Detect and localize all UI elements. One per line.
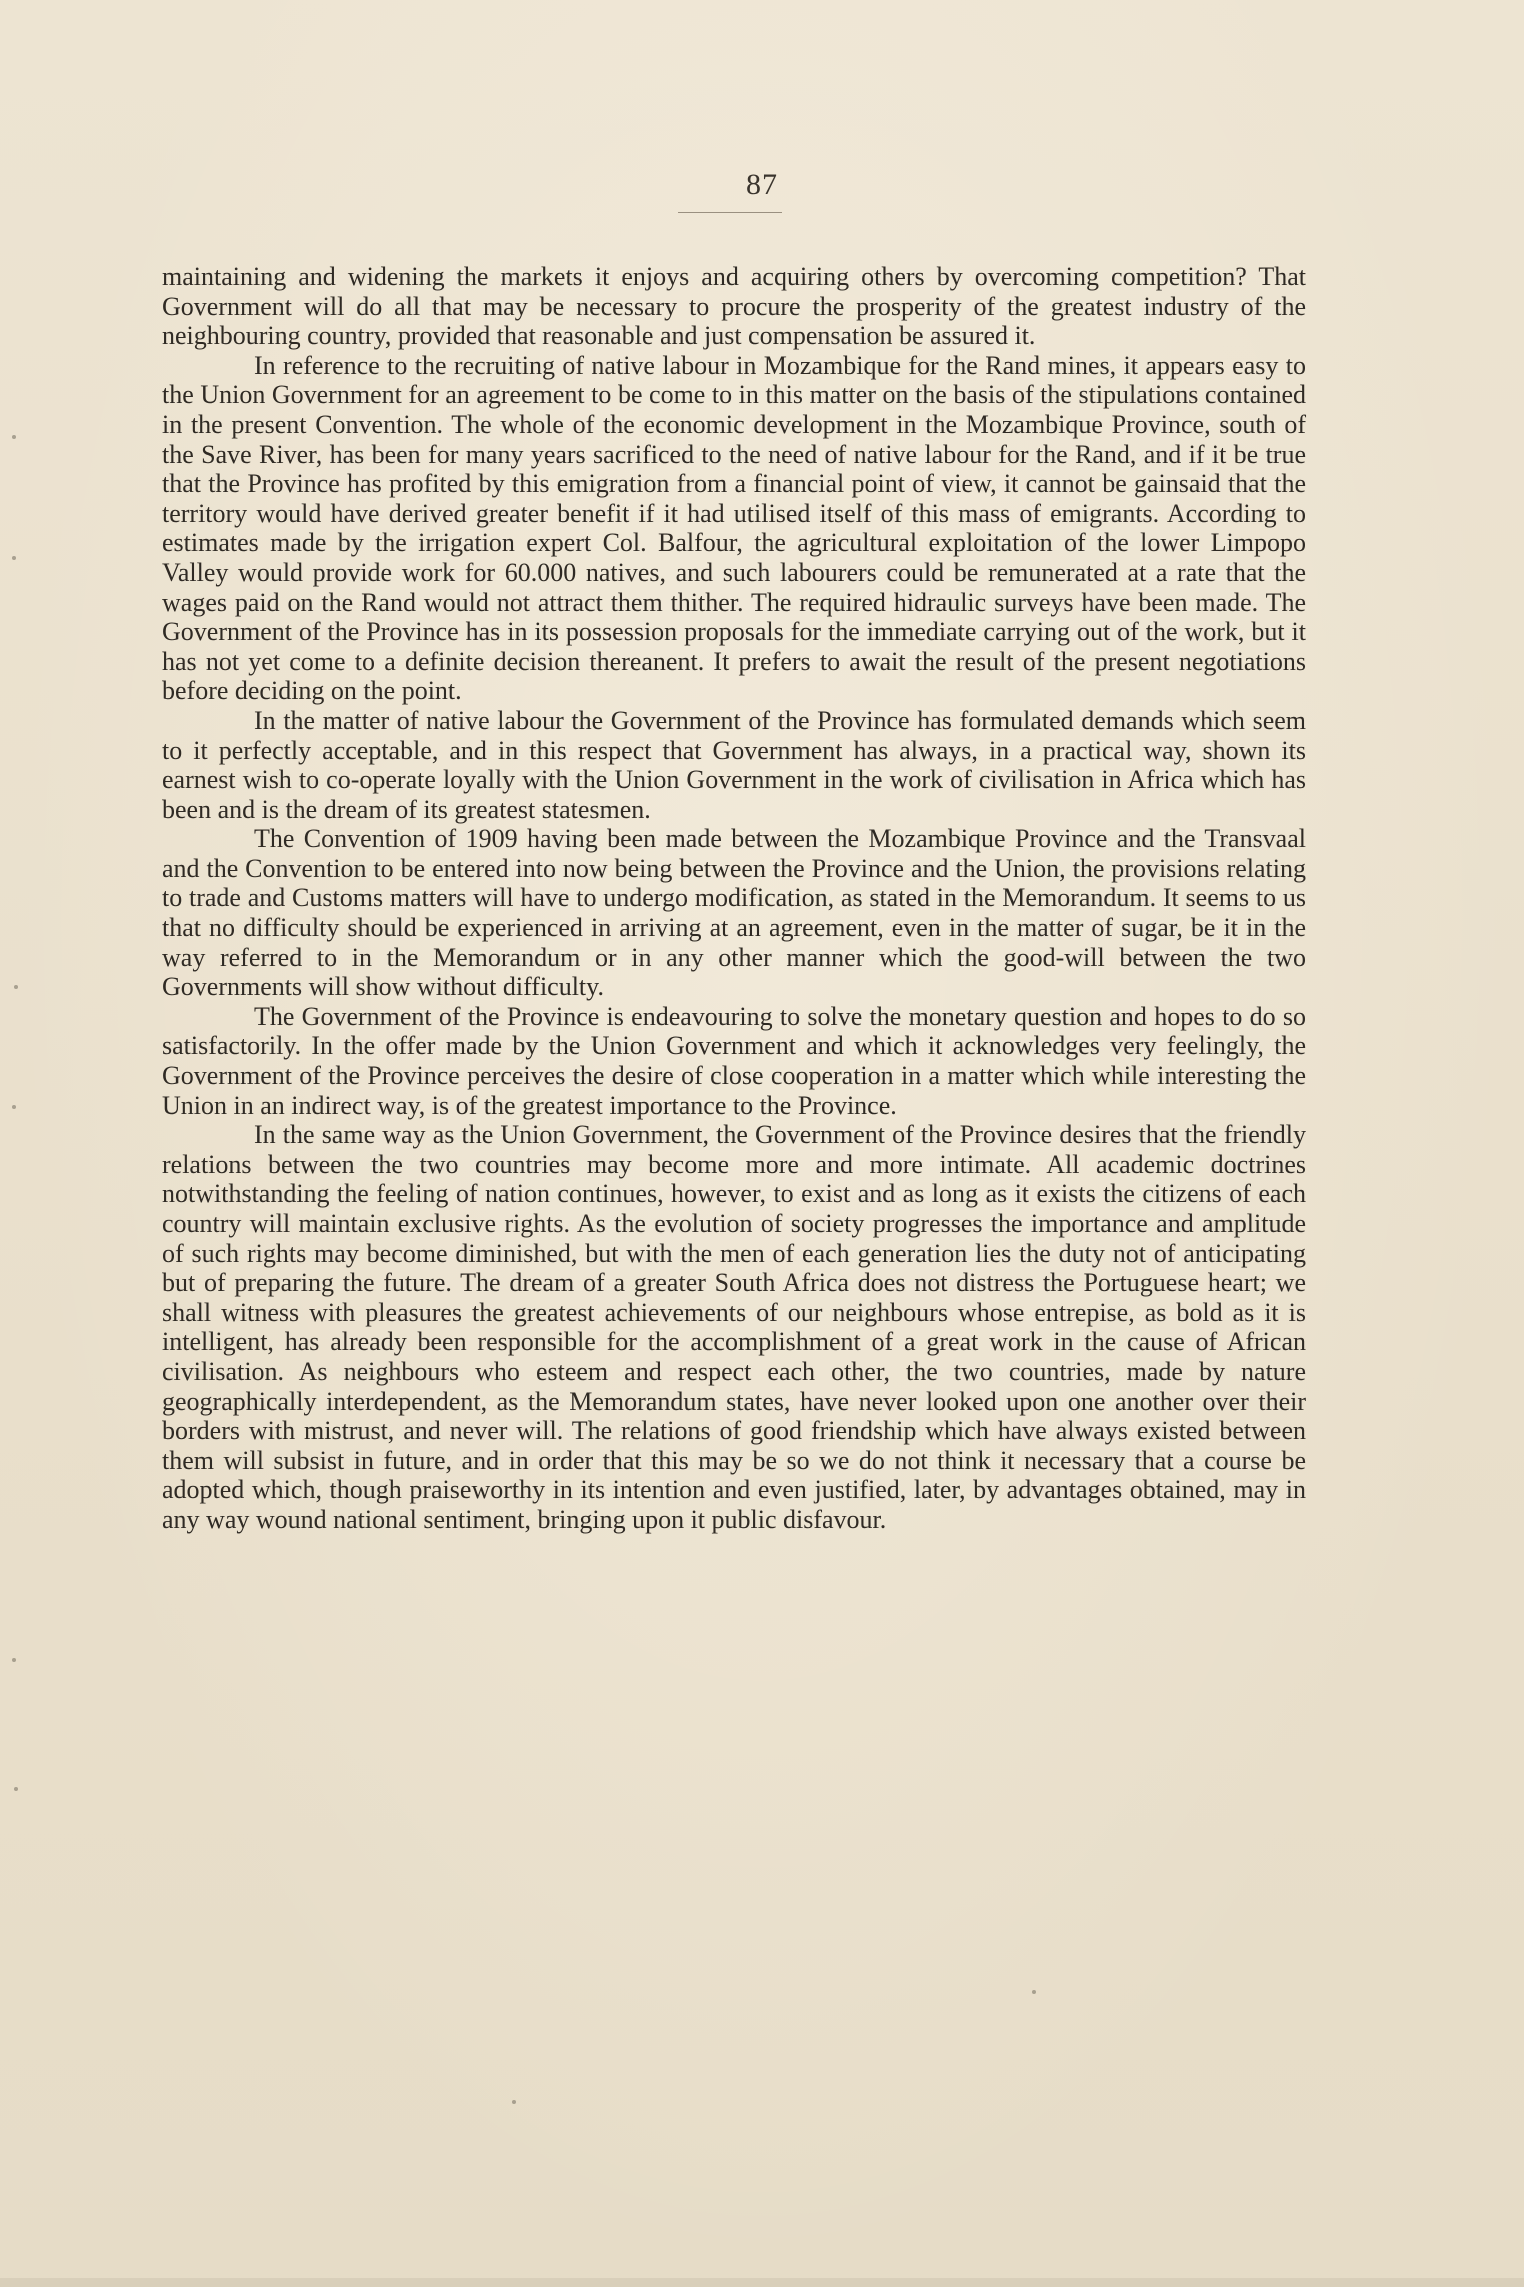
paper-speck [12, 1105, 16, 1109]
paragraph-convention-1909: The Convention of 1909 having been made between the Mozambique Province and the Transvaal and the Convention to be entered into now being between the Province and the Union, the provisions relating to trade and Customs matters will have to undergo modification, as stated in the Memorandum. It seems to us that no difficulty should be experienced in arriving at an agreement, even in the matter of sugar, be it in the way referred to in the Memorandum or in any other manner which the good-will between the two Governments will show without difficulty. [162, 824, 1306, 1002]
paragraph-native-labour-recruiting: In reference to the recruiting of native labour in Mozambique for the Rand mines, it appears easy to the Union Government for an agreement to be come to in this matter on the basis of the stipulations contained in the present Convention. The whole of the economic development in the Mozambique Province, south of the Save River, has been for many years sacrificed to the need of native labour for the Rand, and if it be true that the Province has profited by this emigration from a financial point of view, it cannot be gainsaid that the territory would have derived greater benefit if it had utilised itself of this mass of emigrants. According to estimates made by the irrigation expert Col. Balfour, the agricultural exploitation of the lower Limpopo Valley would provide work for 60.000 natives, and such labourers could be remunerated at a rate that the wages paid on the Rand would not attract them thither. The required hidraulic surveys have been made. The Government of the Province has in its possession proposals for the immediate carrying out of the work, but it has not yet come to a definite decision thereanent. It prefers to await the result of the present negotiations before deciding on the point. [162, 350, 1306, 706]
paragraph-monetary-question: The Government of the Province is endeavouring to solve the monetary question and hopes to do so satisfactorily. In the offer made by the Union Government and which it acknowledges very feelingly, the Government of the Province perceives the desire of close cooperation in a matter which while interesting the Union in an indirect way, is of the greatest importance to the Province. [162, 1001, 1306, 1120]
body-text [162, 262, 1306, 1535]
paper-speck [14, 1787, 18, 1791]
page-number-rule [678, 212, 782, 213]
paper-speck [1032, 1990, 1036, 1994]
paper-speck [12, 1658, 16, 1662]
page-bottom-edge [0, 2278, 1524, 2287]
paragraph-native-labour-demands: In the matter of native labour the Government of the Province has formulated demands which seem to it perfectly acceptable, and in this respect that Government has always, in a practical way, shown its earnest wish to co-operate loyally with the Union Government in the work of civilisation in Africa which has been and is the dream of its greatest statesmen. [162, 705, 1306, 824]
paper-speck [512, 2100, 516, 2104]
paper-speck [12, 435, 16, 439]
page-number: 87 [746, 168, 778, 201]
paper-speck [14, 985, 18, 989]
paragraph-friendly-relations: In the same way as the Union Government, the Government of the Province desires that the friendly relations between the two countries may become more and more intimate. All academic doctrines notwithstanding the feeling of nation continues, however, to exist and as long as it exists the citizens of each country will maintain exclusive rights. As the evolution of society progresses the importance and amplitude of such rights may become diminished, but with the men of each generation lies the duty not of anticipating but of preparing the future. The dream of a greater South Africa does not distress the Portuguese heart; we shall witness with pleasures the greatest achievements of our neighbours whose entrepise, as bold as it is intelligent, has already been responsible for the accomplishment of a great work in the cause of African civilisation. As neighbours who esteem and respect each other, the two countries, made by nature geographically interdependent, as the Memorandum states, have never looked upon one another over their borders with mistrust, and never will. The relations of good friendship which have always existed between them will subsist in future, and in order that this may be so we do not think it necessary that a course be adopted which, though praiseworthy in its intention and even justified, later, by advantages obtained, may in any way wound national sentiment, bringing upon it public disfavour. [162, 1120, 1306, 1534]
paper-speck [12, 556, 16, 560]
paragraph-continuation: maintaining and widening the markets it enjoys and acquiring others by overcoming competition? That Government will do all that may be necessary to procure the prosperity of the greatest industry of the neighbouring country, provided that reasonable and just compensation be assured it. [162, 262, 1306, 351]
